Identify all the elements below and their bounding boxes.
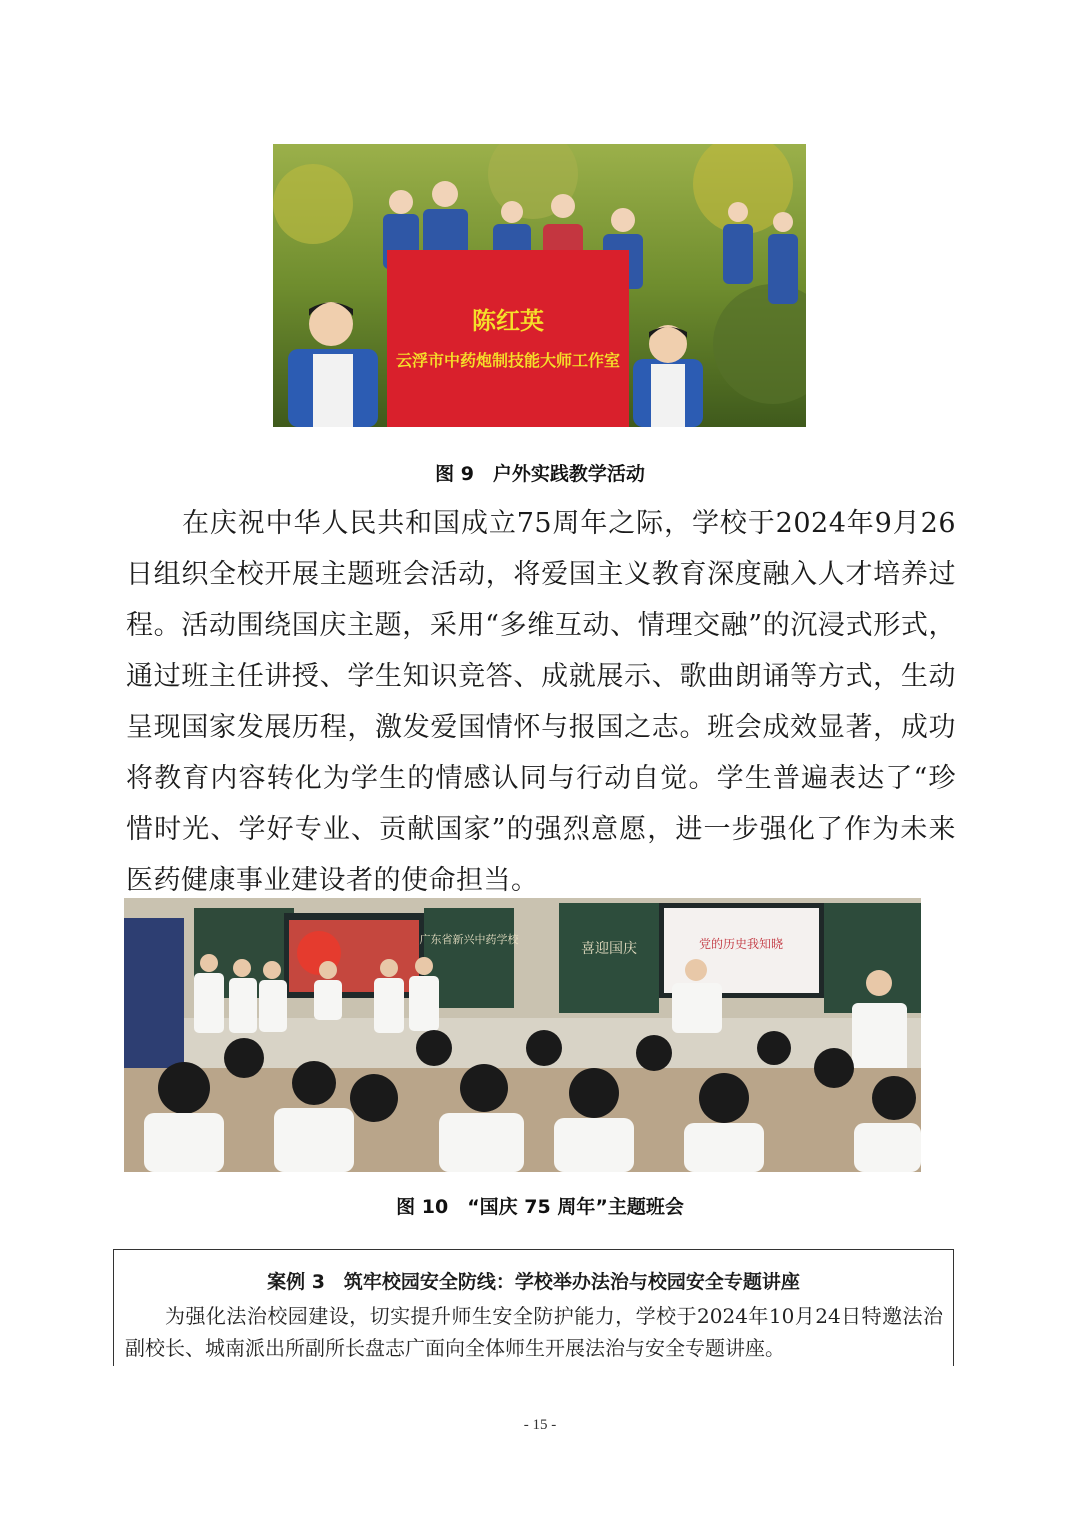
case-box (113, 1249, 954, 1366)
body-paragraph: 在庆祝中华人民共和国成立75周年之际，学校于2024年9月26日组织全校开展主题班会活动，将爱国主义教育深度融入人才培养过程。活动围绕国庆主题，采用“多维互动、情理交融”的沉浸式形式，通过班主任讲授、学生知识竞答、成就展示、歌曲朗诵等方式，生动呈现国家发展历程，激发爱国情怀与报国之志。班会成效显著，成功将教育内容转化为学生的情感认同与行动自觉。学生普遍表达了“珍惜时光、学好专业、贡献国家”的强烈意愿，进一步强化了作为未来医药健康事业建设者的使命担当。 (126, 508, 956, 896)
board-greeting: 喜迎国庆 (581, 941, 637, 957)
screen-title: 党的历史我知晓 (698, 937, 784, 951)
figure-10-caption: 图 10 “国庆 75 周年”主题班会 (396, 1196, 684, 1218)
case-title: 案例 3 筑牢校园安全防线：学校举办法治与校园安全专题讲座 (267, 1271, 800, 1293)
banner-name: 陈红英 (472, 307, 544, 335)
page-number: - 15 - (523, 1417, 557, 1433)
figure-9-photo (273, 144, 806, 427)
figure-10-photo (124, 898, 921, 1172)
case-text: 为强化法治校园建设，切实提升师生安全防护能力，学校于2024年10月24日特邀法治副校长、城南派出所副所长盘志广面向全体师生开展法治与安全专题讲座。 (125, 1304, 943, 1360)
board-school-name: 广东省新兴中药学校 (419, 933, 519, 946)
banner-studio-name: 云浮市中药炮制技能大师工作室 (395, 351, 621, 370)
figure-9-caption: 图 9 户外实践教学活动 (435, 463, 645, 485)
